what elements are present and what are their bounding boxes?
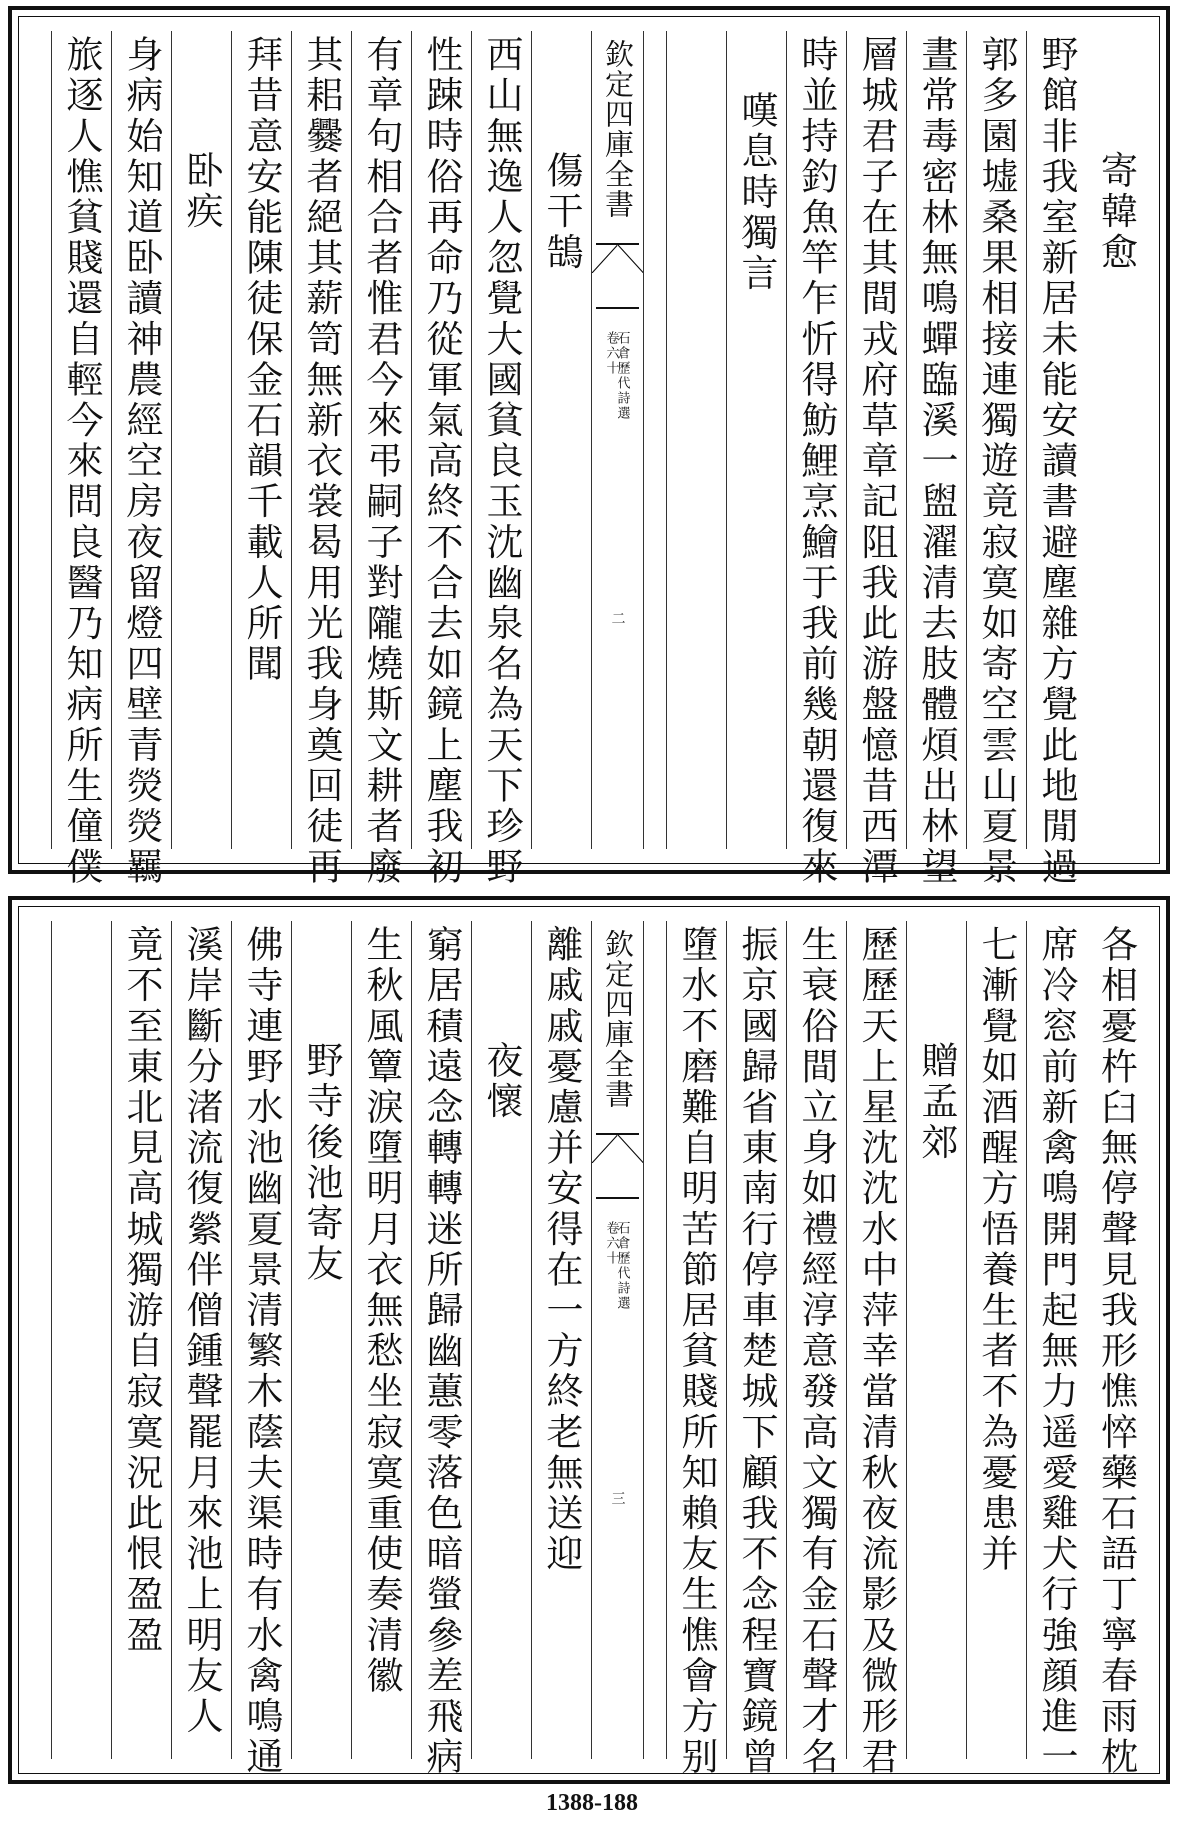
column-text: 生秋風簟淚墮明月衣無愁坐寂寞重使奏清徽	[360, 925, 403, 1697]
text-column	[351, 31, 411, 888]
empty-column	[666, 31, 726, 849]
text-column	[1026, 921, 1086, 1778]
upper-page-frame	[8, 6, 1170, 888]
gutter-source-title: 石倉歷代詩選	[614, 331, 630, 421]
text-column	[846, 921, 906, 1778]
column-text: 拜昔意安能陳徒保金石韻千載人所聞	[240, 35, 283, 685]
column-text: 窮居積遠念轉轉迷所歸幽蕙零落色暗螢參差飛病	[420, 925, 463, 1778]
column-poem-title	[531, 31, 591, 849]
column-poem-title	[906, 921, 966, 1759]
text-column	[351, 921, 411, 1759]
column-text: 層城君子在其間戎府草章記阻我此游盤憶昔西潭	[855, 35, 898, 888]
poem-title-text: 贈孟郊	[915, 1041, 958, 1163]
text-column	[786, 921, 846, 1778]
column-poem-title	[471, 921, 531, 1759]
gutter-page-number: 三	[609, 1491, 626, 1505]
text-column	[291, 31, 351, 888]
text-column	[906, 31, 966, 888]
column-text: 歷歷天上星沈沈水中萍幸當清秋夜流影及微形君	[855, 925, 898, 1778]
text-column	[666, 921, 726, 1778]
gutter-volume: 卷六十	[603, 331, 619, 376]
column-text: 佛寺連野水池幽夏景清繁木蔭夫渠時有水禽鳴通	[240, 925, 283, 1778]
column-poem-title	[291, 921, 351, 1759]
column-text: 其耜爨者絕其薪笥無新衣裳曷用光我身奠回徒再	[300, 35, 343, 888]
poem-title-text: 野寺後池寄友	[300, 1041, 343, 1285]
poem-title-text: 夜懷	[480, 1041, 523, 1123]
page-number: 1388-188	[546, 1790, 638, 1816]
text-column	[531, 921, 591, 1759]
column-text: 身病始知道卧讀神農經空房夜留燈四壁青熒熒羈	[120, 35, 163, 888]
text-column	[966, 921, 1026, 1759]
column-text: 性踈時俗再命乃從軍氣高終不合去如鏡上塵我初	[420, 35, 463, 888]
column-text: 振京國歸省東南行停車楚城下顧我不念程寶鏡曾	[735, 925, 778, 1778]
column-text: 溪岸斷分渚流復縈伴僧鍾聲罷月來池上明友人	[180, 925, 223, 1737]
upper-page-inner-border	[18, 16, 1160, 888]
text-column	[231, 921, 291, 1778]
column-text: 生衰俗間立身如禮經淳意發高文獨有金石聲才名	[795, 925, 838, 1778]
text-column	[111, 31, 171, 888]
column-text: 旅逐人憔貧賤還自輕今來問良醫乃知病所生僮僕	[60, 35, 103, 888]
column-text: 時並持釣魚竿乍忻得魴鯉烹鱠于我前幾朝還復來	[795, 35, 838, 888]
center-gutter	[591, 921, 643, 1759]
text-column	[1026, 31, 1086, 888]
fish-tail-mark	[596, 1133, 639, 1199]
text-column	[51, 31, 111, 888]
text-column	[726, 921, 786, 1778]
lower-page-inner-border	[18, 906, 1160, 1778]
center-gutter	[591, 31, 643, 849]
column-text: 西山無逸人忽覺大國貧良玉沈幽泉名為天下珍野	[480, 35, 523, 888]
fish-tail-mark	[596, 243, 639, 309]
text-column	[966, 31, 1026, 888]
text-column	[1086, 921, 1146, 1778]
column-text: 墮水不磨難自明苦節居貧賤所知賴友生憔會方别	[675, 925, 718, 1778]
gutter-volume: 卷六十	[603, 1221, 619, 1266]
column-text: 席冷窓前新禽鳴開門起無力遥愛雞犬行強顔進一	[1035, 925, 1078, 1778]
gutter-collection-title: 欽定四庫全書	[601, 39, 635, 219]
poem-title-text: 傷干鵠	[540, 151, 583, 273]
column-text: 晝常毒密林無鳴蟬臨溪一盥濯清去肢體煩出林望	[915, 35, 958, 888]
text-column	[471, 31, 531, 888]
text-column	[231, 31, 291, 849]
column-poem-title	[171, 31, 231, 849]
gutter-source-title: 石倉歷代詩選	[614, 1221, 630, 1311]
text-column	[726, 31, 786, 849]
poem-title-text: 寄韓愈	[1094, 151, 1138, 273]
text-column	[111, 921, 171, 1759]
gutter-divider	[643, 921, 644, 1759]
lower-page-frame	[8, 896, 1170, 1784]
gutter-divider	[643, 31, 644, 849]
column-text: 離戚戚憂慮并安得在一方終老無送迎	[540, 925, 583, 1575]
column-text: 竟不至東北見高城獨游自寂寞況此恨盈盈	[120, 925, 163, 1656]
empty-column	[51, 921, 111, 1759]
column-text: 各相憂杵臼無停聲見我形憔悴藥石語丁寧春雨枕	[1094, 925, 1138, 1778]
column-poem-title	[1086, 31, 1146, 849]
column-text: 嘆息時獨言	[735, 91, 778, 294]
text-column	[411, 921, 471, 1778]
column-text: 七漸覺如酒醒方悟養生者不為憂患并	[975, 925, 1018, 1575]
gutter-collection-title: 欽定四庫全書	[601, 929, 635, 1109]
text-column	[786, 31, 846, 888]
gutter-page-number: 二	[609, 611, 626, 625]
text-column	[846, 31, 906, 888]
column-text: 野館非我室新居未能安讀書避塵雜方覺此地閒過	[1035, 35, 1078, 888]
column-text: 有章句相合者惟君今來弔嗣子對隴燒斯文耕者廢	[360, 35, 403, 888]
poem-title-text: 卧疾	[180, 151, 223, 233]
text-column	[171, 921, 231, 1759]
column-text: 郭多園墟桑果相接連獨遊竟寂寞如寄空雲山夏景	[975, 35, 1018, 888]
text-column	[411, 31, 471, 888]
